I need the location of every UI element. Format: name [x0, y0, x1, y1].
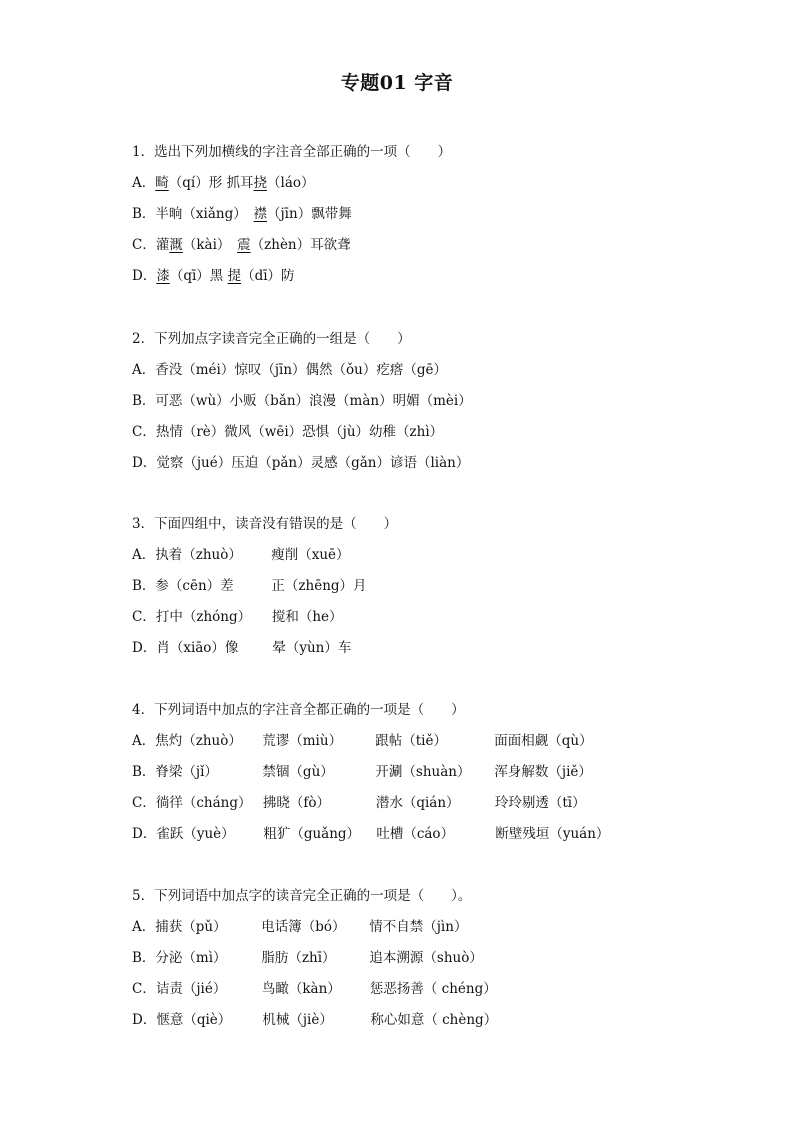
term-text: 脊梁（jǐ） [155, 764, 218, 780]
option-term [156, 230, 351, 261]
question-2 [132, 324, 732, 479]
term-text: 香没（méi）惊叹（jīn）偶然（ǒu）疙瘩（gē） [155, 362, 448, 378]
term-text: 热情（rè）微风（wēi）恐惧（jù）幼稚（zhì） [155, 424, 444, 440]
option-b [132, 757, 732, 788]
term-text: 追本溯源（shuò） [369, 950, 483, 966]
question-3 [132, 509, 732, 664]
term-text: 打中（zhóng） [155, 609, 252, 625]
term-text: 焦灼（zhuò） [155, 733, 242, 749]
term-text: 徜徉（cháng） [155, 795, 252, 811]
option-letter: A． [132, 175, 156, 191]
question-stem: 5．下列词语中加点字的读音完全正确的一项是（ ）。 [132, 888, 472, 904]
option-c [132, 788, 732, 819]
option-c [132, 417, 732, 448]
option-letter: D． [132, 826, 157, 842]
option-term [261, 943, 335, 974]
underlined-char: 襟 [253, 206, 267, 222]
question-stem: 2．下列加点字读音完全正确的一组是（ ） [132, 331, 411, 347]
option-c [132, 974, 732, 1005]
option-term [262, 726, 342, 757]
option-term [156, 633, 238, 664]
option-letter: B． [132, 950, 156, 966]
term-text: 执着（zhuò） [155, 547, 242, 563]
option-b [132, 199, 732, 230]
option-term [376, 788, 460, 819]
option-d [132, 261, 732, 292]
option-letter: C． [132, 424, 156, 440]
term-text: 玲玲剔透（tī） [494, 795, 586, 811]
option-term [261, 912, 345, 943]
term-text: 脂肪（zhī） [261, 950, 336, 966]
option-letter: C． [132, 981, 156, 997]
option-letter: D． [132, 640, 157, 656]
term-text: （láo） [267, 175, 315, 191]
option-term [375, 757, 470, 788]
term-text: 搅和（he） [271, 609, 343, 625]
underlined-char: 溉 [169, 237, 183, 253]
term-text: 面面相觑（qù） [494, 733, 593, 749]
option-letter: D． [132, 455, 157, 471]
option-c [132, 230, 732, 261]
page-title: 专题01 字音 [340, 72, 454, 94]
option-term [156, 788, 252, 819]
term-text: （jīn）飘带舞 [267, 206, 352, 222]
option-c [132, 602, 732, 633]
option-term [156, 261, 294, 292]
option-term [155, 726, 242, 757]
option-d [132, 819, 732, 850]
term-text: 诘责（jié） [155, 981, 227, 997]
term-text: 肖（xiāo）像 [156, 640, 239, 656]
term-text: 半晌（xiǎng） [155, 206, 254, 222]
option-letter: B． [132, 764, 156, 780]
option-term [271, 540, 349, 571]
term-text: 雀跃（yuè） [156, 826, 235, 842]
term-text: 断壁残垣（yuán） [495, 826, 610, 842]
underlined-char: 挠 [253, 175, 268, 191]
term-text: 惩恶扬善（ chéng） [369, 981, 497, 997]
term-text: 觉察（jué）压迫（pǎn）灵感（gǎn）谚语（liàn） [156, 455, 470, 471]
term-text: 跟帖（tiě） [375, 733, 447, 749]
term-text: 粗犷（guǎng） [263, 826, 361, 842]
option-term [262, 757, 333, 788]
term-text: 潜水（qián） [375, 795, 460, 811]
underlined-char: 漆 [156, 268, 170, 284]
question-stem: 4．下列词语中加点的字注音全都正确的一项是（ ） [132, 702, 465, 718]
option-term [494, 757, 592, 788]
option-b [132, 386, 732, 417]
option-term [155, 355, 447, 386]
option-term [370, 1005, 497, 1036]
term-text: 吐槽（cáo） [376, 826, 455, 842]
term-text: 参（cēn）差 [155, 578, 234, 594]
term-text: 情不自禁（jìn） [369, 919, 468, 935]
option-b [132, 571, 732, 602]
option-letter: C． [132, 795, 156, 811]
option-term [155, 386, 471, 417]
term-text: 分泌（mì） [155, 950, 227, 966]
question-stem: 3．下面四组中，读音没有错误的是（ ） [132, 516, 398, 532]
term-text: （qī）黑 [169, 268, 228, 284]
option-term [156, 417, 443, 448]
term-text: （qí）形 抓耳 [168, 175, 254, 191]
underlined-char: 提 [227, 268, 242, 284]
option-a [132, 540, 732, 571]
option-d [132, 448, 732, 479]
option-letter: D． [132, 268, 157, 284]
question-stem: 1．选出下列加横线的字注音全部正确的一项（ ） [132, 144, 452, 160]
option-term [369, 912, 467, 943]
option-letter: A． [132, 733, 156, 749]
option-term [272, 633, 351, 664]
option-term [155, 199, 351, 230]
option-term [495, 819, 609, 850]
option-term [494, 726, 592, 757]
option-letter: A． [132, 547, 156, 563]
term-text: 机械（jiè） [262, 1012, 333, 1028]
term-text: 惬意（qiè） [156, 1012, 232, 1028]
option-b [132, 943, 732, 974]
option-term [262, 1005, 333, 1036]
option-term [155, 168, 314, 199]
term-text: 正（zhēng）月 [271, 578, 367, 594]
option-letter: B． [132, 206, 156, 222]
term-text: （zhèn）耳欲聋 [250, 237, 351, 253]
term-text: 可恶（wù）小贩（bǎn）浪漫（màn）明媚（mèi） [155, 393, 472, 409]
option-letter: B． [132, 393, 156, 409]
option-term [271, 571, 366, 602]
option-a [132, 912, 732, 943]
term-text: 捕获（pǔ） [155, 919, 227, 935]
option-letter: C． [132, 237, 156, 253]
option-term [156, 602, 251, 633]
option-letter: A． [132, 919, 156, 935]
underlined-char: 震 [237, 237, 251, 253]
term-text: （dī）防 [241, 268, 295, 284]
option-letter: A． [132, 362, 156, 378]
option-term [155, 540, 242, 571]
term-text: 灌 [155, 237, 170, 253]
option-term [156, 819, 234, 850]
option-letter: D． [132, 1012, 157, 1028]
option-term [375, 726, 447, 757]
option-a [132, 168, 732, 199]
term-text: 称心如意（ chèng） [370, 1012, 498, 1028]
option-term [263, 788, 330, 819]
term-text: 拂晓（fò） [262, 795, 330, 811]
option-d [132, 633, 732, 664]
option-term [155, 571, 233, 602]
term-text: 开涮（shuàn） [375, 764, 471, 780]
underlined-char: 畸 [155, 175, 169, 191]
term-text: 荒谬（miù） [262, 733, 343, 749]
term-text: （kài） [182, 237, 238, 253]
option-term [263, 819, 360, 850]
option-a [132, 726, 732, 757]
option-term [262, 974, 341, 1005]
option-term [376, 819, 454, 850]
option-d [132, 1005, 732, 1036]
term-text: 鸟瞰（kàn） [261, 981, 341, 997]
option-term [370, 974, 497, 1005]
option-term [155, 912, 226, 943]
option-term [156, 974, 227, 1005]
option-term [495, 788, 586, 819]
term-text: 禁锢（gù） [262, 764, 334, 780]
option-letter: C． [132, 609, 156, 625]
term-text: 瘦削（xuē） [271, 547, 350, 563]
option-term [156, 1005, 231, 1036]
term-text: 晕（yùn）车 [272, 640, 352, 656]
option-term [155, 943, 226, 974]
question-1 [132, 137, 732, 292]
term-text: 浑身解数（jiě） [494, 764, 592, 780]
option-term [155, 757, 218, 788]
option-letter: B． [132, 578, 156, 594]
term-text: 电话簿（bó） [261, 919, 346, 935]
option-term [369, 943, 482, 974]
option-a [132, 355, 732, 386]
question-5 [132, 881, 732, 1036]
question-4 [132, 695, 732, 850]
option-term [272, 602, 343, 633]
option-term [156, 448, 469, 479]
